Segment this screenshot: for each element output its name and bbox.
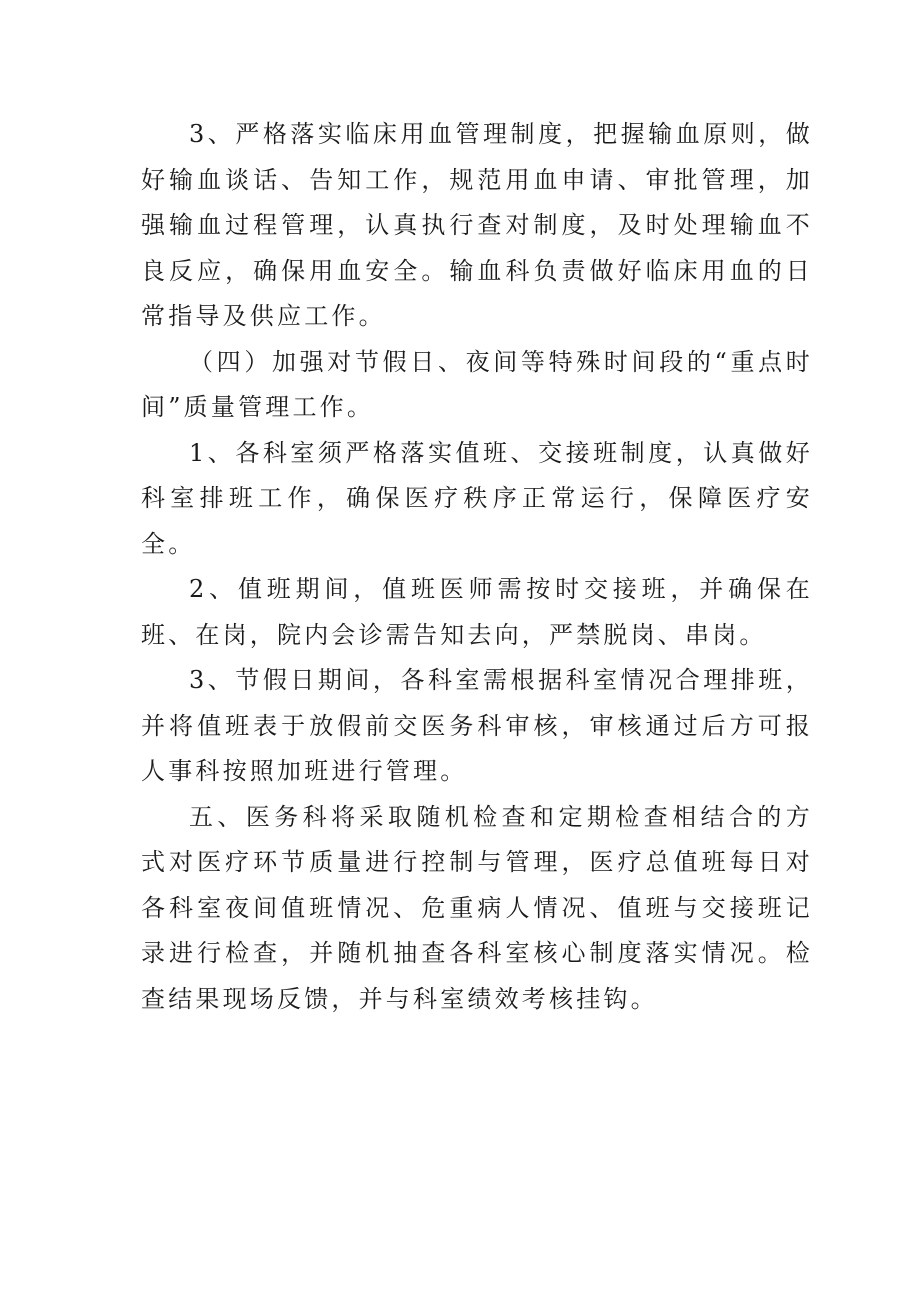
paragraph-section-five-inspection: 五、医务科将采取随机检查和定期检查相结合的方式对医疗环节质量进行控制与管理，医疗总值班每日对各科室夜间值班情况、危重病人情况、值班与交接班记录进行检查，并随机抽查各科室核心制度落实情况。检查结果现场反馈，并与科室绩效考核挂钩。 [141, 802, 813, 1013]
paragraph-duty-system: 1、各科室须严格落实值班、交接班制度，认真做好科室排班工作，确保医疗秩序正常运行，保障医疗安全。 [141, 438, 813, 558]
document-body [141, 112, 813, 1022]
paragraph-duty-period: 2、值班期间，值班医师需按时交接班，并确保在班、在岗，院内会诊需告知去向，严禁脱岗、串岗。 [141, 575, 813, 649]
paragraph-section-four-heading: （四）加强对节假日、夜间等特殊时间段的“重点时间”质量管理工作。 [141, 347, 813, 421]
paragraph-holiday-scheduling: 3、节假日期间，各科室需根据科室情况合理排班，并将值班表于放假前交医务科审核，审核通过后方可报人事科按照加班进行管理。 [141, 666, 813, 785]
paragraph-blood-management: 3、严格落实临床用血管理制度，把握输血原则，做好输血谈话、告知工作，规范用血申请、审批管理，加强输血过程管理，认真执行查对制度，及时处理输血不良反应，确保用血安全。输血科负责做好临床用血的日常指导及供应工作。 [141, 120, 813, 330]
